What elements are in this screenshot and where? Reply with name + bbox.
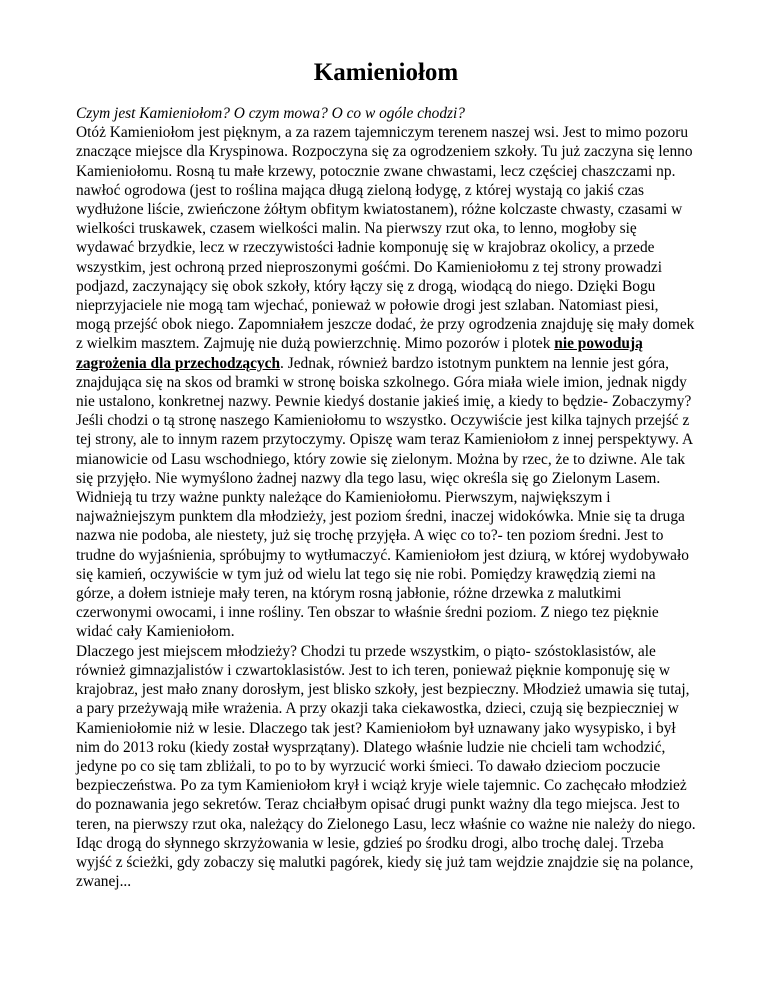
document-title: Kamieniołom xyxy=(313,59,459,86)
emphasized-phrase: nie powodują zagrożenia dla przechodzących xyxy=(76,335,643,372)
paragraph-1-continuation: . Jednak, również bardzo istotnym punktem na lennie jest góra, znajdująca się na skos od bramki w stronę boiska szkolnego. Góra miała wiele imion, jednak nigdy nie ustalono, konkretnej nazwy. Pewnie kiedyś dostanie jakieś imię, a kiedy to będzie- Zobaczymy? Jeśli chodzi o tą stronę naszego Kamieniołomu to wszystko. Oczywiście jest kilka tajnych przejść z tej strony, ale to innym razem przytoczymy. Opiszę wam teraz Kamieniołom z innej perspektywy. A mianowicie od Lasu wschodniego, który zowie się zielonym. Można by rzec, że to dziwne. Ale tak się przyjęło. Nie wymyślono żadnej nazwy dla tego lasu, więc określa się go Zielonym Lasem. Widnieją tu trzy ważne punkty należące do Kamieniołomu. Pierwszym, największym i najważniejszym punktem dla młodzieży, jest poziom średni, inaczej widokówka. Mnie się ta druga nazwa nie podoba, ale niestety, już się trochę przyjęła. A więc co to?- ten poziom średni. Jest to trudne do wyjaśnienia, spróbujmy to wytłumaczyć. Kamieniołom jest dziurą, w której wydobywało się kamień, oczywiście w tym już od wielu lat tego się nie robi. Pomiędzy krawędzią ziemi na górze, a dołem istnieje mały teren, na którym rosną jabłonie, różne drzewka z malutkimi czerwonymi owocami, i inne rośliny. Ten obszar to właśnie średni poziom. Z niego tez pięknie widać cały Kamieniołom. xyxy=(76,354,693,641)
intro-question: Czym jest Kamieniołom? O czym mowa? O co w ogóle chodzi? xyxy=(76,105,466,122)
document-page xyxy=(76,58,696,891)
paragraph-2: Dlaczego jest miejscem młodzieży? Chodzi tu przede wszystkim, o piąto- szóstoklasistów, ale również gimnazjalistów i czwartoklasistów. Jest to ich teren, ponieważ pięknie komponuję się w krajobraz, jest mało znany dorosłym, jest blisko szkoły, jest bezpieczny. Młodzież umawia się tutaj, a pary przeżywają miłe wrażenia. A przy okazji taka ciekawostka, dzieci, czują się bezpieczniej w Kamieniołomie niż w lesie. Dlaczego tak jest? Kamieniołom był uznawany jako wysypisko, i był nim do 2013 roku (kiedy został wysprzątany). Dlatego właśnie ludzie nie chcieli tam wchodzić, jedyne po co się tam zbliżali, to po to by wyrzucić worki śmieci. To dawało dzieciom poczucie bezpieczeństwa. Po za tym Kamieniołom krył i wciąż kryje wiele tajemnic. Co zachęcało młodzież do poznawania jego sekretów. Teraz chciałbym opisać drugi punkt ważny dla tego miejsca. Jest to teren, na pierwszy rzut oka, należący do Zielonego Lasu, lecz właśnie co ważne nie należy do niego. Idąc drogą do słynnego skrzyżowania w lesie, gdzieś po środku drogi, albo trochę dalej. Trzeba wyjść z ścieżki, gdy zobaczy się malutki pagórek, kiedy się już tam wejdzie znajdzie się na polance, zwanej... xyxy=(76,642,696,891)
paragraph-1 xyxy=(76,123,696,641)
paragraph-1-text: Otóż Kamieniołom jest pięknym, a za razem tajemniczym terenem naszej wsi. Jest to mimo pozoru znaczące miejsce dla Kryspinowa. Rozpoczyna się za ogrodzeniem szkoły. Tu już zaczyna się lenno Kamieniołomu. Rosną tu małe krzewy, potocznie zwane chwastami, lecz częściej chaszczami np. nawłoć ogrodowa (jest to roślina mająca długą zieloną łodygę, z której wystają co jakiś czas wydłużone liście, zwieńczone żółtym obfitym kwiatostanem), różne kolczaste chwasty, czasami w wielkości truskawek, czasem wielkości malin. Na pierwszy rzut oka, to lenno, mogłoby się wydawać brzydkie, lecz w rzeczywistości ładnie komponuję się w krajobraz okolicy, a przede wszystkim, jest ochroną przed nieproszonymi gośćmi. Do Kamieniołomu z tej strony prowadzi podjazd, zaczynający się obok szkoły, który łączy się z drogą, wiodącą do niego. Dzięki Bogu nieprzyjaciele nie mogą tam wjechać, ponieważ w połowie drogi jest szlaban. Natomiast piesi, mogą przejść obok niego. Zapomniałem jeszcze dodać, że przy ogrodzenia znajduję się mały domek z wielkim masztem. Zajmuję nie dużą powierzchnię. Mimo pozorów i plotek xyxy=(76,124,695,353)
